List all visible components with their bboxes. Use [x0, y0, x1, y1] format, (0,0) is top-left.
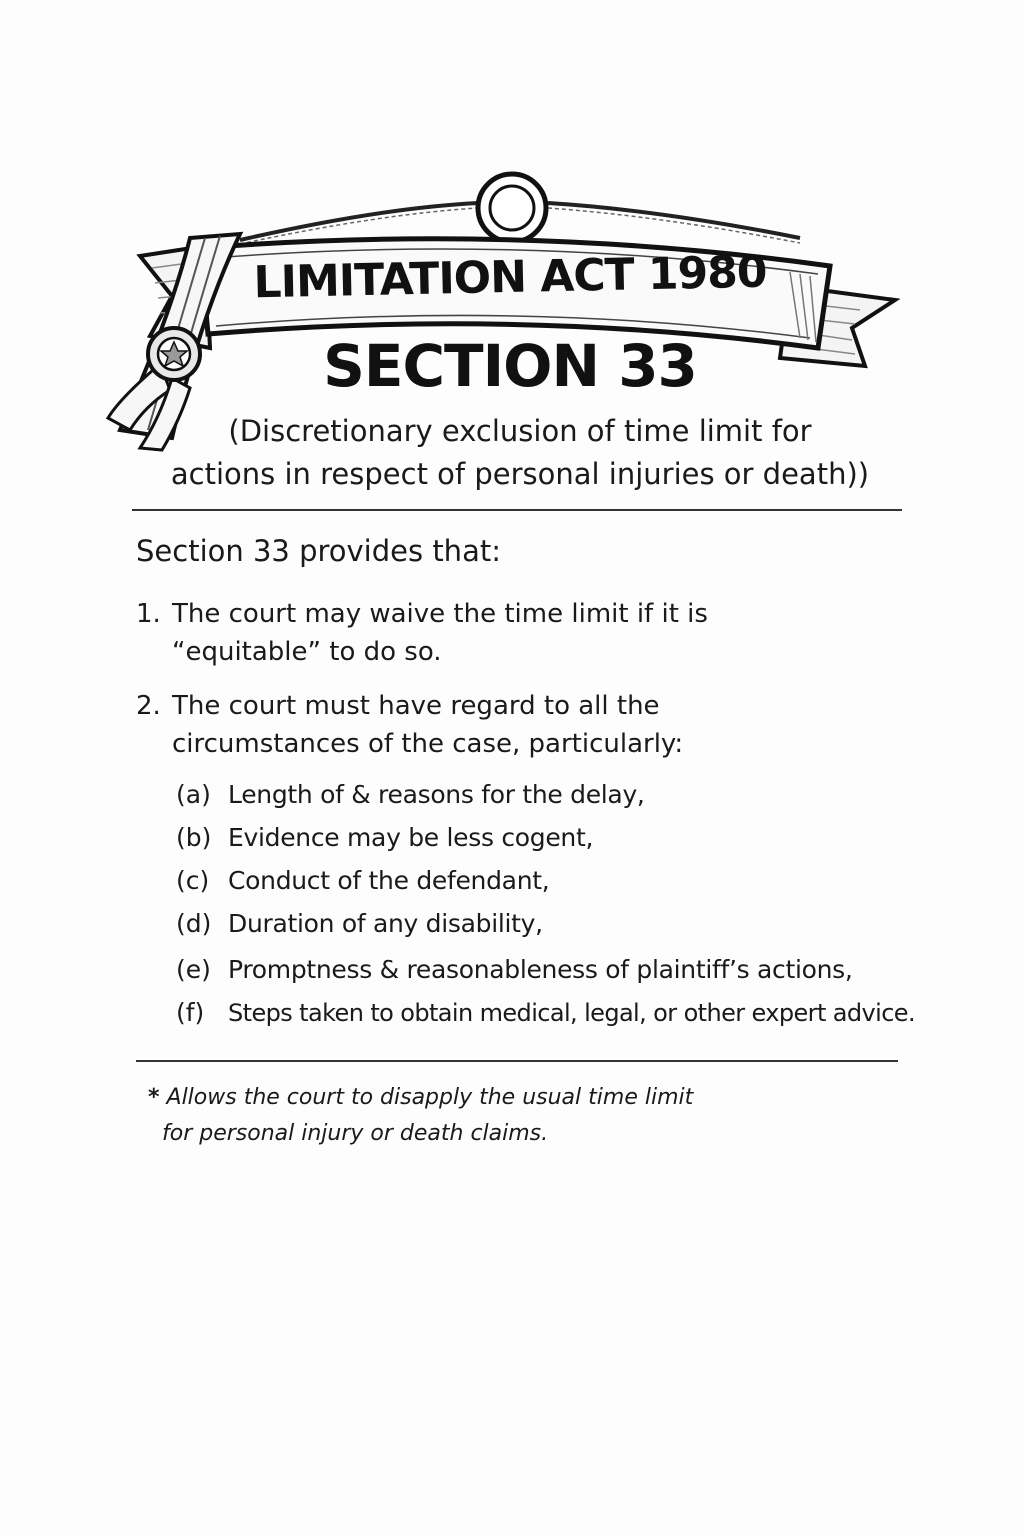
intro-text: Section 33 provides that:	[136, 534, 501, 568]
list-number: 1.	[136, 599, 161, 629]
subitem-letter: (e)	[176, 955, 211, 984]
footnote-line-2: for personal injury or death claims.	[162, 1121, 549, 1146]
subitem-letter: (f)	[176, 998, 205, 1027]
subtitle-line-1: (Discretionary exclusion of time limit for	[228, 414, 812, 448]
subitem-text: Promptness & reasonableness of plaintiff’s actions,	[228, 955, 853, 984]
subitem-text: Length of & reasons for the delay,	[228, 780, 645, 809]
subitem-f	[176, 998, 915, 1027]
subitem-text: Conduct of the defendant,	[228, 866, 550, 895]
subitem-d	[176, 909, 543, 938]
subitem-b	[176, 823, 593, 852]
act-title: LIMITATION ACT 1980	[253, 246, 767, 309]
subitem-a	[176, 780, 645, 809]
list-item-text: The court must have regard to all the circumstances of the case, particularly:	[172, 691, 684, 759]
subitem-letter: (a)	[176, 780, 211, 809]
subitem-text: Steps taken to obtain medical, legal, or other expert advice.	[228, 999, 915, 1027]
section-subtitle	[150, 410, 890, 496]
subtitle-line-2: actions in respect of personal injuries or death))	[170, 457, 870, 491]
asterisk-icon: *	[148, 1085, 160, 1110]
list-number: 2.	[136, 691, 161, 721]
subitem-c	[176, 866, 549, 895]
subitem-text: Evidence may be less cogent,	[228, 823, 594, 852]
subitem-letter: (b)	[176, 823, 212, 852]
subitem-e	[176, 955, 853, 984]
top-divider	[132, 509, 902, 511]
footnote-line-1: Allows the court to disapply the usual time limit	[166, 1085, 694, 1110]
subitem-text: Duration of any disability,	[228, 909, 543, 938]
section-heading: SECTION 33	[323, 332, 697, 400]
footnote	[148, 1080, 788, 1152]
list-item-text: The court may waive the time limit if it is “equitable” to do so.	[172, 599, 708, 667]
subitem-letter: (d)	[176, 909, 212, 938]
bottom-divider	[136, 1060, 898, 1062]
list-item-2	[136, 687, 792, 763]
list-item-1	[136, 595, 792, 671]
subitem-letter: (c)	[176, 866, 210, 895]
